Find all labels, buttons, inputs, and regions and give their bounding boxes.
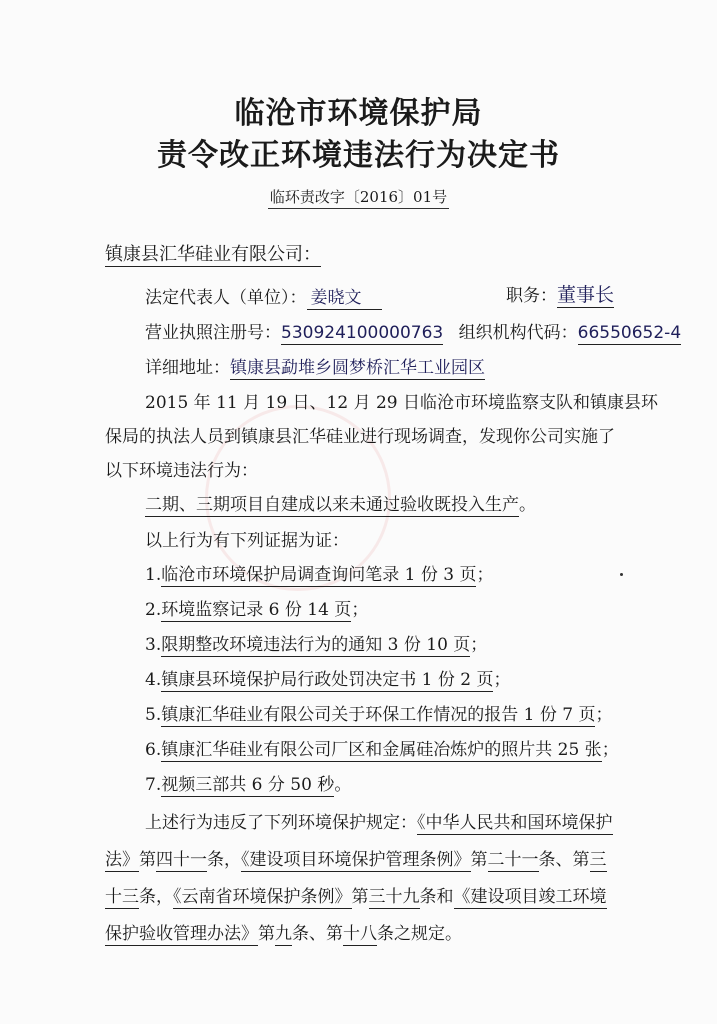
- body-line: 以下环境违法行为：: [105, 461, 258, 481]
- evidence-item: 5.镇康汇华硅业有限公司关于环保工作情况的报告 1 份 7 页；: [145, 705, 613, 725]
- org-code-label: 组织机构代码：: [458, 323, 578, 343]
- address-row: [145, 353, 485, 378]
- license-value: 530924100000763: [281, 323, 444, 343]
- law-line: 十三条，《云南省环境保护条例》第三十九条和《建设项目竣工环境: [105, 887, 607, 907]
- address-value: 镇康县勐堆乡圆梦桥汇华工业园区: [230, 358, 485, 378]
- license-row: [145, 318, 681, 343]
- evidence-item: 3.限期整改环境违法行为的通知 3 份 10 页；: [145, 635, 488, 655]
- org-code-value: 66550652-4: [577, 323, 682, 343]
- document-number: 临环责改字〔2016〕01号: [0, 186, 717, 207]
- violation-line: 二期、三期项目自建成以来未通过验收既投入生产。: [145, 495, 536, 515]
- law-line: 法》第四十一条，《建设项目环境保护管理条例》第二十一条、第三: [105, 850, 607, 870]
- legal-rep-row: [145, 283, 382, 308]
- license-label: 营业执照注册号：: [145, 323, 281, 343]
- evidence-item: 2.环境监察记录 6 份 14 页；: [145, 600, 369, 620]
- legal-rep-label: 法定代表人（单位）：: [145, 288, 307, 308]
- position-value: 董事长: [557, 284, 615, 306]
- evidence-item: 7.视频三部共 6 分 50 秒。: [145, 775, 352, 795]
- recipient: 镇康县汇华硅业有限公司：: [105, 244, 321, 265]
- position-row: [506, 280, 614, 307]
- evidence-item: 6.镇康汇华硅业有限公司厂区和金属硅冶炼炉的照片共 25 张；: [145, 740, 619, 760]
- law-line: 上述行为违反了下列环境保护规定：《中华人民共和国环境保护: [145, 813, 613, 833]
- body-line: 保局的执法人员到镇康县汇华硅业进行现场调查，发现你公司实施了: [105, 427, 615, 447]
- position-label: 职务：: [506, 286, 557, 306]
- evidence-item: 4.镇康县环境保护局行政处罚决定书 1 份 2 页；: [145, 670, 511, 690]
- evidence-intro: 以上行为有下列证据为证：: [145, 531, 349, 551]
- legal-rep-value: 姜晓文: [307, 288, 382, 310]
- address-label: 详细地址：: [145, 358, 230, 378]
- stray-mark: [620, 573, 623, 576]
- evidence-item: 1.临沧市环境保护局调查询问笔录 1 份 3 页；: [145, 565, 494, 585]
- document-title: 责令改正环境违法行为决定书: [157, 138, 560, 173]
- agency-title: 临沧市环境保护局: [234, 96, 483, 131]
- law-line: 保护验收管理办法》第九条、第十八条之规定。: [105, 924, 462, 944]
- violation-text: 二期、三期项目自建成以来未通过验收既投入生产: [145, 495, 519, 515]
- body-line: 2015 年 11 月 19 日、12 月 29 日临沧市环境监察支队和镇康县环: [145, 393, 659, 413]
